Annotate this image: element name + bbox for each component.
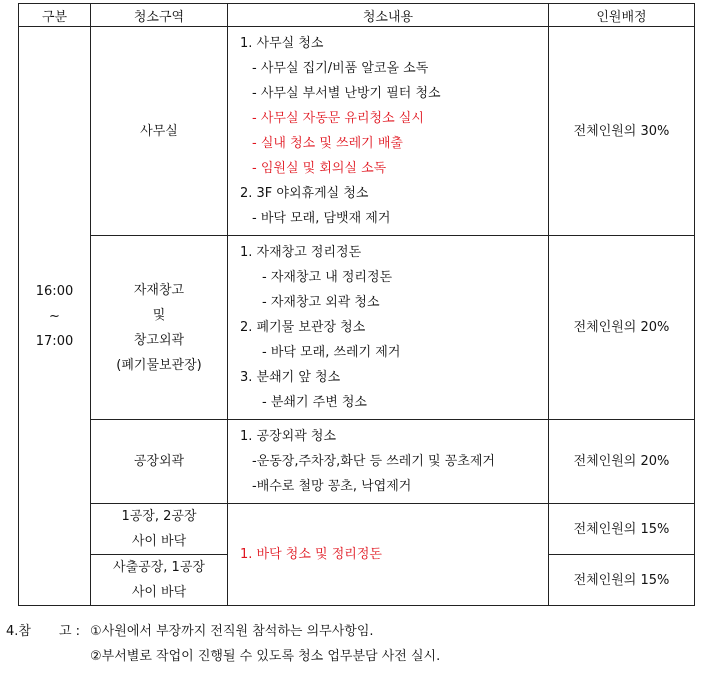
content-line: 1. 자재창고 정리정돈 [240, 245, 362, 260]
area-line: 및 [152, 307, 166, 323]
staff-allocation-cell: 전체인원의 30% [549, 27, 695, 236]
header-row [19, 4, 695, 27]
area-line: 사이 바닥 [131, 585, 187, 600]
content-line: 1. 공장외곽 청소 [240, 429, 337, 444]
cleaning-content-cell [228, 27, 549, 236]
content-line: - 임원실 및 회의실 소독 [252, 161, 387, 176]
staff-allocation-cell: 전체인원의 20% [549, 420, 695, 504]
header-cleaning-area: 청소구역 [91, 4, 228, 27]
area-line: 자재창고 [133, 282, 185, 298]
cleaning-area-cell [91, 555, 228, 606]
header-staff-allocation: 인원배정 [549, 4, 695, 27]
table-row [19, 236, 695, 420]
cleaning-content-cell [228, 420, 549, 504]
area-line: 사이 바닥 [131, 534, 187, 549]
area-line: 사무실 [140, 123, 178, 139]
note-item-1: ①사원에서 부장까지 전직원 참석하는 의무사항임. [90, 624, 374, 639]
content-line: 2. 폐기물 보관장 청소 [240, 320, 366, 335]
header-division: 구분 [19, 4, 91, 27]
content-line: 3. 분쇄기 앞 청소 [240, 370, 341, 385]
staff-allocation-cell: 전체인원의 15% [549, 504, 695, 555]
cleaning-area-cell [91, 420, 228, 504]
time-cell [19, 27, 91, 606]
staff-allocation-cell: 전체인원의 15% [549, 555, 695, 606]
table-row [19, 504, 695, 555]
time-line: ~ [49, 308, 60, 324]
content-line: - 사무실 자동문 유리청소 실시 [252, 111, 424, 126]
area-line: 창고외곽 [133, 332, 185, 348]
content-line: -운동장,주차장,화단 등 쓰레기 및 꽁초제거 [252, 454, 495, 469]
header-cleaning-content: 청소내용 [228, 4, 549, 27]
content-line: 1. 바닥 청소 및 정리정돈 [240, 547, 382, 562]
cleaning-area-cell [91, 27, 228, 236]
content-line: - 사무실 부서별 난방기 필터 청소 [252, 86, 441, 101]
content-line: - 자재창고 내 정리정돈 [262, 270, 393, 285]
content-line: - 바닥 모래, 쓰레기 제거 [262, 345, 401, 360]
content-line: 1. 사무실 청소 [240, 36, 324, 51]
area-line: 사출공장, 1공장 [113, 560, 205, 575]
cleaning-area-cell [91, 236, 228, 420]
note-row-1 [6, 619, 440, 644]
area-line: 공장외곽 [133, 454, 185, 469]
content-line: -배수로 철망 꽁초, 낙엽제거 [252, 479, 412, 494]
content-line: 2. 3F 야외휴게실 청소 [240, 186, 369, 201]
note-item-2: ②부서별로 작업이 진행될 수 있도록 청소 업무분담 사전 실시. [90, 649, 441, 664]
table-row [19, 420, 695, 504]
cleaning-content-cell [228, 504, 549, 606]
staff-allocation-cell: 전체인원의 20% [549, 236, 695, 420]
notes-section [6, 619, 440, 669]
area-line: 1공장, 2공장 [121, 509, 197, 524]
notes-label-2: 고 : [58, 624, 81, 639]
content-line: - 실내 청소 및 쓰레기 배출 [252, 136, 403, 151]
table-row [19, 27, 695, 236]
content-line: - 사무실 집기/비품 알코올 소독 [252, 61, 429, 76]
cleaning-area-cell [91, 504, 228, 555]
cleaning-content-cell [228, 236, 549, 420]
notes-label: 4.참 [6, 624, 31, 639]
content-line: - 자재창고 외곽 청소 [262, 295, 380, 310]
cleaning-schedule-table [18, 3, 695, 606]
content-line: - 바닥 모래, 담뱃재 제거 [252, 211, 391, 226]
time-line: 16:00 [35, 283, 74, 299]
content-line: - 분쇄기 주변 청소 [262, 395, 367, 410]
area-line: (폐기물보관장) [116, 357, 202, 373]
note-row-2 [6, 644, 440, 669]
time-line: 17:00 [35, 333, 74, 349]
